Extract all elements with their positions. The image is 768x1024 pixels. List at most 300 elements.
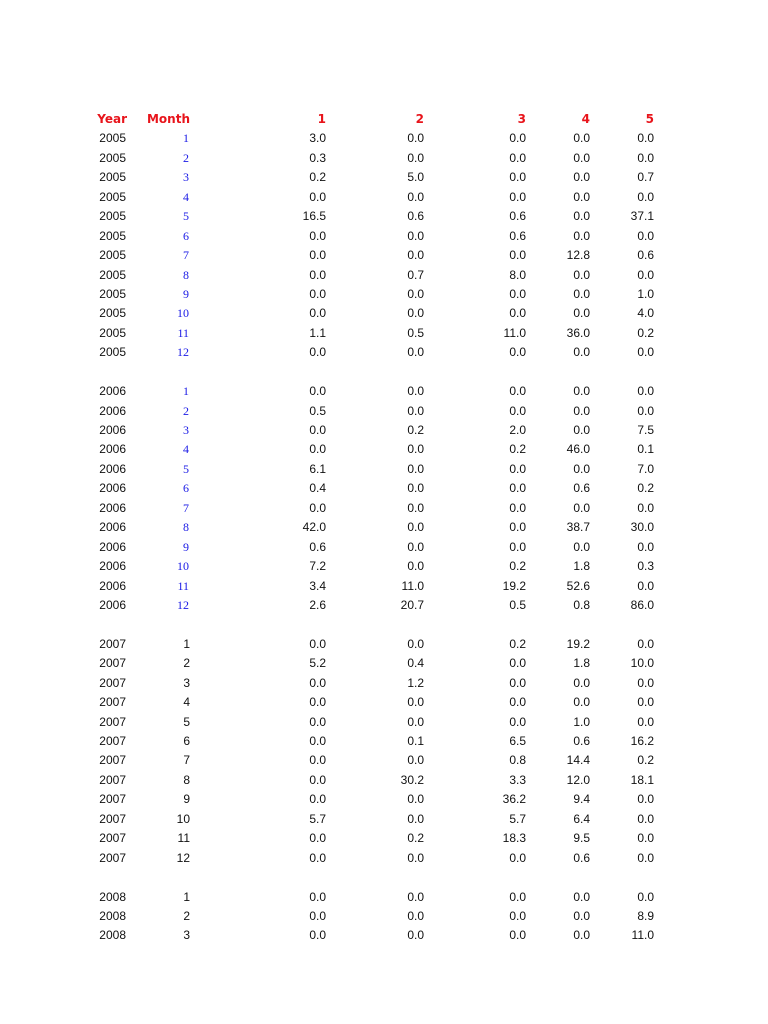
value-cell-1: 0.0 [309,423,326,437]
month-cell: 1 [183,384,189,399]
month-cell: 3 [183,170,189,185]
value-cell-1: 0.0 [309,675,326,690]
value-cell-3: 0.0 [509,150,526,165]
year-cell: 2005 [99,150,126,165]
value-cell-1: 0.0 [309,695,326,710]
value-cell-1: 3.4 [309,578,326,593]
value-cell-3: 0.0 [509,500,526,515]
value-cell-2: 5.0 [407,170,424,185]
value-cell-4: 0.0 [573,286,590,301]
value-cell-4: 0.6 [573,850,590,865]
value-cell-3: 0.2 [509,559,526,574]
value-cell-1: 6.1 [309,461,326,476]
value-cell-1: 0.0 [309,772,326,787]
month-cell: 4 [183,442,189,457]
value-cell-2: 0.0 [407,481,424,496]
value-cell-3: 0.0 [509,928,526,943]
value-cell-1: 2.6 [309,597,326,612]
value-cell-1: 0.0 [309,189,326,204]
value-cell-4: 36.0 [566,325,590,340]
value-cell-1: 0.0 [309,248,326,263]
value-cell-3: 0.0 [509,131,526,146]
value-cell-5: 30.0 [630,520,654,535]
value-cell-5: 1.0 [637,286,654,301]
month-cell: 2 [183,403,189,418]
year-cell: 2006 [99,500,126,515]
value-cell-3: 0.0 [509,656,526,671]
year-cell: 2005 [99,286,126,301]
table-row [0,693,768,712]
value-cell-2: 0.0 [407,189,424,204]
value-cell-5: 0.0 [637,228,654,243]
year-block [0,382,768,615]
year-cell: 2006 [99,520,126,535]
value-cell-1: 0.0 [309,792,326,807]
month-cell: 1 [183,889,190,904]
month-cell: 2 [183,656,190,671]
value-cell-4: 0.6 [573,481,590,496]
table-row [0,557,768,576]
value-cell-4: 0.0 [573,908,590,923]
value-cell-4: 1.8 [573,656,590,671]
value-cell-2: 1.2 [407,675,424,690]
value-cell-1: 0.0 [309,850,326,865]
value-cell-1: 5.2 [309,656,326,671]
value-cell-1: 7.2 [309,559,326,574]
year-cell: 2005 [99,228,126,243]
value-cell-5: 0.0 [637,403,654,418]
value-cell-1: 0.6 [309,539,326,554]
month-cell: 7 [183,248,189,263]
value-cell-3: 0.0 [509,345,526,360]
blank-row [0,868,768,887]
value-cell-1: 0.5 [309,403,326,418]
value-cell-2: 0.5 [407,325,424,340]
month-cell: 9 [183,792,190,807]
value-cell-3: 0.0 [509,248,526,263]
value-cell-2: 0.0 [407,850,424,865]
value-cell-2: 30.2 [400,772,424,787]
value-cell-4: 52.6 [566,578,590,593]
value-cell-2: 0.2 [407,831,424,846]
table-row [0,713,768,732]
table-row [0,907,768,926]
value-cell-5: 0.0 [637,675,654,690]
value-cell-1: 0.0 [309,734,326,748]
value-cell-3: 18.3 [502,831,526,846]
table-row [0,246,768,265]
table-row [0,888,768,907]
year-cell: 2006 [99,461,126,476]
value-cell-2: 0.0 [407,889,424,904]
value-cell-4: 0.0 [573,267,590,282]
table-row [0,479,768,498]
value-cell-2: 0.0 [407,228,424,243]
table-row [0,324,768,343]
value-cell-2: 20.7 [400,597,424,612]
header-col-1: 1 [317,112,326,126]
table-row [0,771,768,790]
year-cell: 2006 [99,423,126,437]
value-cell-3: 0.0 [509,306,526,321]
value-cell-1: 0.0 [309,306,326,321]
value-cell-3: 0.0 [509,384,526,399]
value-cell-1: 0.0 [309,753,326,768]
value-cell-3: 0.0 [509,714,526,729]
value-cell-5: 7.5 [637,423,654,437]
year-cell: 2007 [99,714,126,729]
value-cell-5: 0.0 [637,131,654,146]
value-cell-3: 0.0 [509,850,526,865]
value-cell-4: 0.0 [573,695,590,710]
table-row [0,343,768,362]
value-cell-1: 0.0 [309,267,326,282]
year-cell: 2007 [99,772,126,787]
value-cell-3: 6.5 [509,734,526,748]
month-cell: 4 [183,189,189,204]
value-cell-3: 19.2 [502,578,526,593]
value-cell-5: 10.0 [630,656,654,671]
month-cell: 11 [177,325,189,340]
table-row [0,635,768,654]
value-cell-2: 0.6 [407,209,424,224]
value-cell-1: 0.0 [309,345,326,360]
value-cell-4: 1.8 [573,559,590,574]
value-cell-4: 38.7 [566,520,590,535]
year-cell: 2007 [99,734,126,748]
value-cell-3: 0.0 [509,403,526,418]
table-row [0,926,768,945]
month-cell: 9 [183,286,189,301]
value-cell-1: 0.0 [309,714,326,729]
value-cell-1: 0.0 [309,442,326,457]
header-col-5: 5 [645,112,654,126]
year-cell: 2008 [99,889,126,904]
value-cell-1: 3.0 [309,131,326,146]
table-row [0,751,768,770]
year-cell: 2007 [99,636,126,651]
value-cell-2: 0.0 [407,150,424,165]
value-cell-5: 8.9 [637,908,654,923]
value-cell-3: 0.2 [509,636,526,651]
value-cell-2: 0.0 [407,636,424,651]
value-cell-5: 4.0 [637,306,654,321]
table-body [0,129,768,945]
table-row [0,402,768,421]
year-cell: 2007 [99,656,126,671]
value-cell-1: 0.0 [309,286,326,301]
value-cell-5: 18.1 [630,772,654,787]
value-cell-5: 0.7 [637,170,654,185]
value-cell-4: 0.0 [573,384,590,399]
table-row [0,577,768,596]
month-cell: 7 [183,753,190,768]
header-col-4: 4 [581,112,590,126]
value-cell-5: 0.0 [637,578,654,593]
value-cell-5: 0.0 [637,267,654,282]
table-row [0,829,768,848]
table-row [0,227,768,246]
header-row [0,110,768,129]
value-cell-4: 0.0 [573,675,590,690]
value-cell-2: 0.0 [407,753,424,768]
value-cell-2: 0.0 [407,286,424,301]
value-cell-1: 0.0 [309,889,326,904]
value-cell-5: 0.0 [637,345,654,360]
value-cell-3: 0.0 [509,286,526,301]
value-cell-2: 0.7 [407,267,424,282]
month-cell: 12 [177,345,189,360]
month-cell: 9 [183,539,189,554]
value-cell-5: 0.0 [637,889,654,904]
table-row [0,188,768,207]
table-row [0,654,768,673]
value-cell-2: 0.0 [407,500,424,515]
year-cell: 2007 [99,811,126,826]
year-cell: 2007 [99,831,126,846]
value-cell-4: 0.0 [573,403,590,418]
value-cell-4: 0.6 [573,734,590,748]
table-row [0,168,768,187]
value-cell-3: 0.2 [509,442,526,457]
year-cell: 2007 [99,792,126,807]
value-cell-5: 37.1 [630,209,654,224]
month-cell: 6 [183,481,189,496]
table-row [0,849,768,868]
value-cell-5: 0.0 [637,850,654,865]
value-cell-4: 0.0 [573,500,590,515]
month-cell: 3 [183,928,190,943]
month-cell: 6 [183,734,190,748]
blank-row [0,363,768,382]
value-cell-2: 0.0 [407,403,424,418]
value-cell-4: 0.0 [573,189,590,204]
value-cell-5: 0.0 [637,539,654,554]
value-cell-3: 0.0 [509,675,526,690]
value-cell-5: 0.0 [637,695,654,710]
value-cell-3: 2.0 [509,423,526,437]
value-cell-3: 0.8 [509,753,526,768]
value-cell-4: 9.5 [573,831,590,846]
year-cell: 2007 [99,675,126,690]
value-cell-1: 0.0 [309,636,326,651]
value-cell-2: 0.0 [407,384,424,399]
value-cell-2: 0.0 [407,345,424,360]
table-row [0,596,768,615]
year-block [0,129,768,362]
value-cell-5: 86.0 [630,597,654,612]
value-cell-3: 0.0 [509,481,526,496]
value-cell-2: 0.0 [407,520,424,535]
value-cell-3: 0.0 [509,695,526,710]
value-cell-2: 0.0 [407,714,424,729]
year-cell: 2005 [99,306,126,321]
month-cell: 3 [183,423,189,437]
value-cell-2: 0.0 [407,131,424,146]
value-cell-4: 12.0 [566,772,590,787]
header-col-3: 3 [517,112,526,126]
year-cell: 2007 [99,850,126,865]
month-cell: 5 [183,209,189,224]
value-cell-5: 0.0 [637,714,654,729]
value-cell-5: 0.2 [637,481,654,496]
value-cell-3: 0.0 [509,539,526,554]
header-year: Year [97,112,127,126]
value-cell-1: 0.0 [309,908,326,923]
value-cell-4: 0.0 [573,209,590,224]
value-cell-5: 0.0 [637,189,654,204]
value-cell-4: 0.0 [573,131,590,146]
year-cell: 2006 [99,384,126,399]
month-cell: 1 [183,636,190,651]
month-cell: 8 [183,267,189,282]
value-cell-1: 0.2 [309,170,326,185]
year-block [0,635,768,868]
table-row [0,149,768,168]
year-cell: 2005 [99,325,126,340]
value-cell-1: 42.0 [302,520,326,535]
value-cell-2: 0.0 [407,811,424,826]
year-cell: 2007 [99,695,126,710]
table-row [0,129,768,148]
value-cell-2: 0.2 [407,423,424,437]
value-cell-5: 0.0 [637,792,654,807]
year-cell: 2005 [99,209,126,224]
header-col-2: 2 [415,112,424,126]
value-cell-2: 0.0 [407,695,424,710]
value-cell-4: 12.8 [566,248,590,263]
month-cell: 4 [183,695,190,710]
value-cell-5: 11.0 [631,928,654,943]
value-cell-1: 1.1 [309,325,326,340]
table-row [0,499,768,518]
value-cell-4: 9.4 [573,792,590,807]
value-cell-5: 0.1 [637,442,654,457]
year-cell: 2006 [99,481,126,496]
value-cell-5: 7.0 [637,461,654,476]
month-cell: 11 [177,578,189,593]
value-cell-4: 6.4 [573,811,590,826]
month-cell: 8 [183,772,190,787]
year-cell: 2006 [99,578,126,593]
month-cell: 11 [177,831,190,846]
value-cell-5: 0.0 [637,384,654,399]
value-cell-4: 0.0 [573,461,590,476]
value-cell-4: 14.4 [566,753,590,768]
month-cell: 5 [183,461,189,476]
value-cell-5: 0.0 [637,150,654,165]
table-row [0,732,768,751]
table-row [0,538,768,557]
value-cell-1: 0.0 [309,831,326,846]
value-cell-2: 0.0 [407,908,424,923]
value-cell-1: 0.0 [309,384,326,399]
year-cell: 2006 [99,597,126,612]
value-cell-1: 16.5 [302,209,326,224]
value-cell-4: 0.0 [573,423,590,437]
year-cell: 2005 [99,189,126,204]
value-cell-4: 0.0 [573,889,590,904]
table-row [0,421,768,440]
value-cell-4: 0.0 [573,170,590,185]
value-cell-5: 0.6 [637,248,654,263]
table-row [0,674,768,693]
value-cell-2: 0.0 [407,539,424,554]
value-cell-2: 0.4 [407,656,424,671]
month-cell: 2 [183,150,189,165]
value-cell-2: 0.0 [407,792,424,807]
value-cell-3: 0.0 [509,908,526,923]
year-cell: 2005 [99,248,126,263]
value-cell-2: 0.0 [407,928,424,943]
value-cell-5: 0.0 [637,636,654,651]
value-cell-4: 0.0 [573,150,590,165]
value-cell-2: 11.0 [401,578,424,593]
month-cell: 5 [183,714,190,729]
value-cell-5: 0.2 [637,753,654,768]
month-cell: 10 [177,306,189,321]
year-cell: 2006 [99,559,126,574]
month-cell: 1 [183,131,189,146]
month-cell: 12 [176,850,190,865]
value-cell-3: 5.7 [509,811,526,826]
value-cell-3: 0.5 [509,597,526,612]
value-cell-3: 0.6 [509,228,526,243]
table-row [0,207,768,226]
blank-row [0,615,768,634]
value-cell-2: 0.1 [407,734,424,748]
year-cell: 2006 [99,539,126,554]
value-cell-4: 0.0 [573,928,590,943]
year-cell: 2005 [99,345,126,360]
year-cell: 2008 [99,928,126,943]
value-cell-4: 0.0 [573,306,590,321]
value-cell-3: 0.0 [509,461,526,476]
table-row [0,460,768,479]
month-cell: 8 [183,520,189,535]
month-cell: 10 [177,559,189,574]
year-cell: 2008 [99,908,126,923]
value-cell-1: 0.3 [309,150,326,165]
month-cell: 2 [183,908,190,923]
value-cell-3: 0.0 [509,189,526,204]
value-cell-2: 0.0 [407,559,424,574]
value-cell-5: 0.0 [637,500,654,515]
value-cell-2: 0.0 [407,248,424,263]
table-row [0,382,768,401]
table-row [0,518,768,537]
table-row [0,304,768,323]
value-cell-3: 8.0 [509,267,526,282]
year-cell: 2005 [99,267,126,282]
value-cell-5: 0.0 [637,811,654,826]
value-cell-3: 11.0 [503,325,526,340]
value-cell-3: 0.0 [509,520,526,535]
month-cell: 7 [183,500,189,515]
value-cell-5: 0.2 [637,325,654,340]
month-cell: 10 [176,811,190,826]
spreadsheet-table [0,110,768,946]
table-row [0,440,768,459]
value-cell-1: 0.4 [309,481,326,496]
year-block [0,888,768,946]
value-cell-4: 1.0 [573,714,590,729]
month-cell: 3 [183,675,190,690]
value-cell-2: 0.0 [407,461,424,476]
year-cell: 2007 [99,753,126,768]
value-cell-1: 0.0 [309,500,326,515]
year-cell: 2005 [99,131,126,146]
